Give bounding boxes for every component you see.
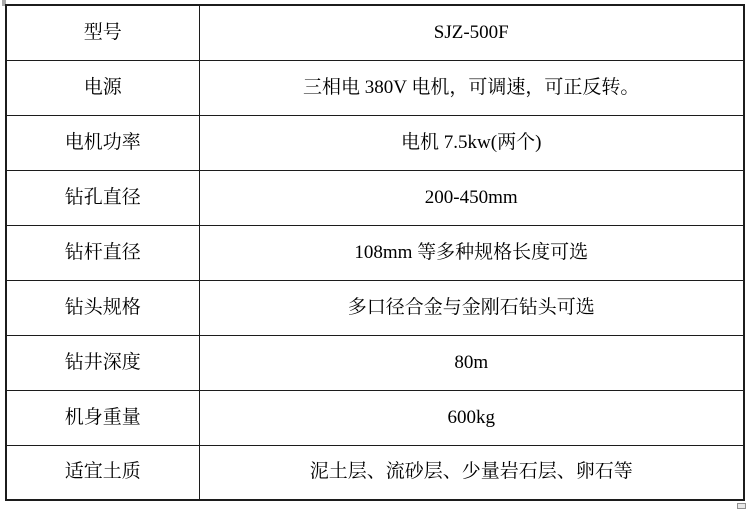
spec-label-cell: 适宜土质 (6, 445, 199, 500)
spec-label-cell: 机身重量 (6, 390, 199, 445)
spec-value-cell: 80m (199, 335, 744, 390)
spec-label-cell: 电源 (6, 60, 199, 115)
spec-table (5, 4, 745, 501)
table-row (6, 390, 744, 445)
spec-value-cell: SJZ-500F (199, 5, 744, 60)
spec-label-cell: 电机功率 (6, 115, 199, 170)
spec-label-cell: 钻头规格 (6, 280, 199, 335)
table-row (6, 170, 744, 225)
spec-value-cell: 600kg (199, 390, 744, 445)
table-row (6, 60, 744, 115)
spec-value-cell: 多口径合金与金刚石钻头可选 (199, 280, 744, 335)
table-row (6, 225, 744, 280)
spec-label-cell: 钻杆直径 (6, 225, 199, 280)
table-row (6, 115, 744, 170)
spec-value-cell: 三相电 380V 电机，可调速，可正反转。 (199, 60, 744, 115)
table-row (6, 5, 744, 60)
spec-table-body (6, 5, 744, 500)
spec-value-cell: 电机 7.5kw(两个) (199, 115, 744, 170)
spec-label-cell: 钻孔直径 (6, 170, 199, 225)
spec-value-cell: 108mm 等多种规格长度可选 (199, 225, 744, 280)
spec-value-cell: 200-450mm (199, 170, 744, 225)
table-row (6, 335, 744, 390)
spec-label-cell: 钻井深度 (6, 335, 199, 390)
spec-value-cell: 泥土层、流砂层、少量岩石层、卵石等 (199, 445, 744, 500)
table-row (6, 445, 744, 500)
spec-label-cell: 型号 (6, 5, 199, 60)
table-resize-handle-icon (737, 503, 746, 509)
table-row (6, 280, 744, 335)
